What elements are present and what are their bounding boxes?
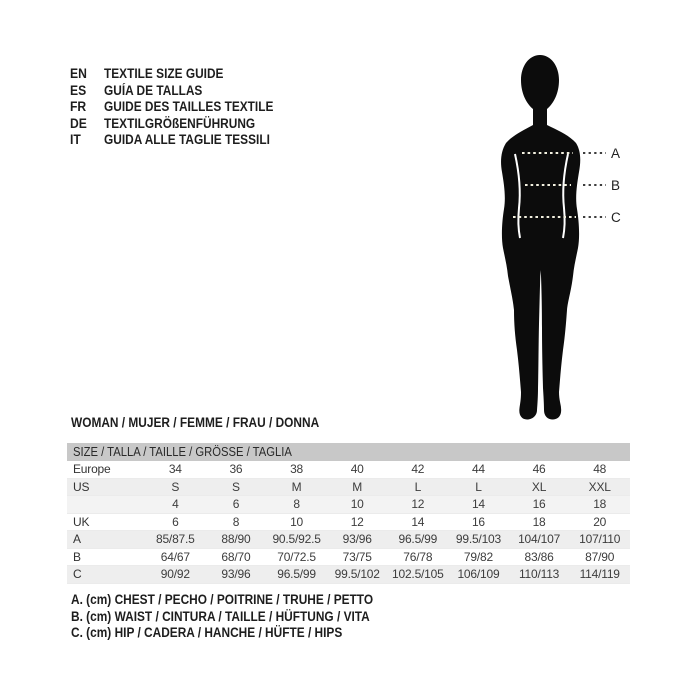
hip-label: C [611,210,621,225]
language-code: EN [70,66,87,81]
table-cell: 10 [290,514,304,529]
table-header-bar [67,443,630,461]
woman-silhouette [501,55,580,420]
table-row-us-letters [67,478,630,496]
table-row-chest [67,531,630,549]
language-row [70,116,297,133]
table-cell: 16 [532,497,546,511]
table-cell: XXL [588,479,611,494]
table-cell: 68/70 [221,549,251,564]
language-code: IT [70,132,81,147]
table-cell: 8 [293,497,300,511]
table-cell: XL [531,479,547,494]
table-cell: 88/90 [221,532,251,546]
table-cell: 36 [229,462,243,476]
table-cell: 79/82 [463,549,493,564]
table-cell: 90/92 [160,567,190,581]
table-cell: 10 [350,497,364,511]
table-row-waist [67,548,630,566]
table-cell: 38 [290,462,304,476]
table-cell: 46 [532,462,546,476]
table-row-label: US [73,479,90,494]
legend-line-waist: B. (cm) WAIST / CINTURA / TAILLE / HÜFTUNG / VITA [71,608,370,624]
language-row [70,99,297,116]
language-code: DE [70,115,87,131]
language-row [70,66,297,83]
table-cell: 12 [411,497,425,511]
table-cell: M [291,479,302,494]
table-cell: 114/119 [579,567,620,581]
table-cell: 93/96 [342,532,372,546]
table-cell: M [352,479,363,494]
language-code: ES [70,82,87,98]
table-row-label: UK [73,514,90,529]
legend-line-hip: C. (cm) HIP / CADERA / HANCHE / HÜFTE / HIPS [71,625,343,641]
table-cell: 70/72.5 [277,549,316,564]
table-cell: 8 [232,514,240,529]
language-label: GUIDE DES TAILLES TEXTILE [104,99,274,114]
table-header-text: SIZE / TALLA / TAILLE / GRÖSSE / TAGLIA [73,445,292,459]
table-cell: 34 [168,462,182,476]
table-row-label: B [73,549,81,564]
table-row-europe [67,461,630,478]
table-cell: 106/109 [457,567,500,581]
table-cell: 42 [411,462,425,476]
table-row-label: A [73,532,81,546]
table-cell: 64/67 [160,549,190,564]
table-cell: 14 [411,514,425,529]
measurement-figure [440,48,640,428]
table-cell: 40 [350,462,364,476]
table-cell: 83/86 [524,549,554,564]
table-cell: 6 [232,497,240,511]
chest-label: A [611,146,621,161]
legend-line-chest: A. (cm) CHEST / PECHO / POITRINE / TRUHE / PETTO [71,592,374,607]
size-table-grid [67,461,630,584]
table-cell: L [475,479,482,494]
table-cell: 12 [350,514,364,529]
language-label: TEXTILGRÖßENFÜHRUNG [104,115,256,131]
table-cell: S [171,479,180,494]
table-cell: 73/75 [342,549,372,564]
table-cell: 99.5/103 [455,532,501,546]
table-cell: S [232,479,240,494]
table-row-hip [67,566,630,584]
table-row-uk [67,513,630,531]
table-cell: 14 [471,497,485,511]
section-title: WOMAN / MUJER / FEMME / FRAU / DONNA [71,415,320,430]
table-cell: 48 [593,462,607,476]
table-cell: 107/110 [579,532,621,546]
table-cell: 44 [471,462,485,476]
table-cell: 18 [593,497,607,511]
table-cell: 96.5/99 [398,532,438,546]
table-cell: 76/78 [403,549,433,564]
language-code: FR [70,99,87,114]
table-cell: 18 [532,514,546,529]
table-cell: 6 [172,514,179,529]
language-label: GUÍA DE TALLAS [104,82,203,98]
table-cell: 96.5/99 [277,567,316,581]
table-row-us-numbers [67,496,630,514]
table-cell: 85/87.5 [155,532,195,546]
language-list [70,66,297,149]
language-label: TEXTILE SIZE GUIDE [104,66,224,81]
size-table [67,443,630,584]
language-label: GUIDA ALLE TAGLIE TESSILI [104,132,270,147]
table-cell: 4 [172,497,179,511]
table-cell: 110/113 [518,567,560,581]
table-cell: 102.5/105 [392,567,444,581]
table-cell: 90.5/92.5 [272,532,321,546]
table-cell: 16 [471,514,485,529]
table-cell: 20 [593,514,607,529]
language-row [70,83,297,100]
table-row-label: C [73,567,82,581]
table-row-label: Europe [73,462,111,476]
table-cell: 99.5/102 [334,567,380,581]
table-cell: 104/107 [518,532,561,546]
measurement-legend [71,592,414,642]
woman-silhouette-svg [440,48,640,428]
table-cell: L [414,479,422,494]
table-row-label [67,496,145,514]
table-cell: 93/96 [221,567,251,581]
table-cell: 87/90 [585,549,615,564]
waist-label: B [611,178,621,193]
language-row [70,132,297,149]
